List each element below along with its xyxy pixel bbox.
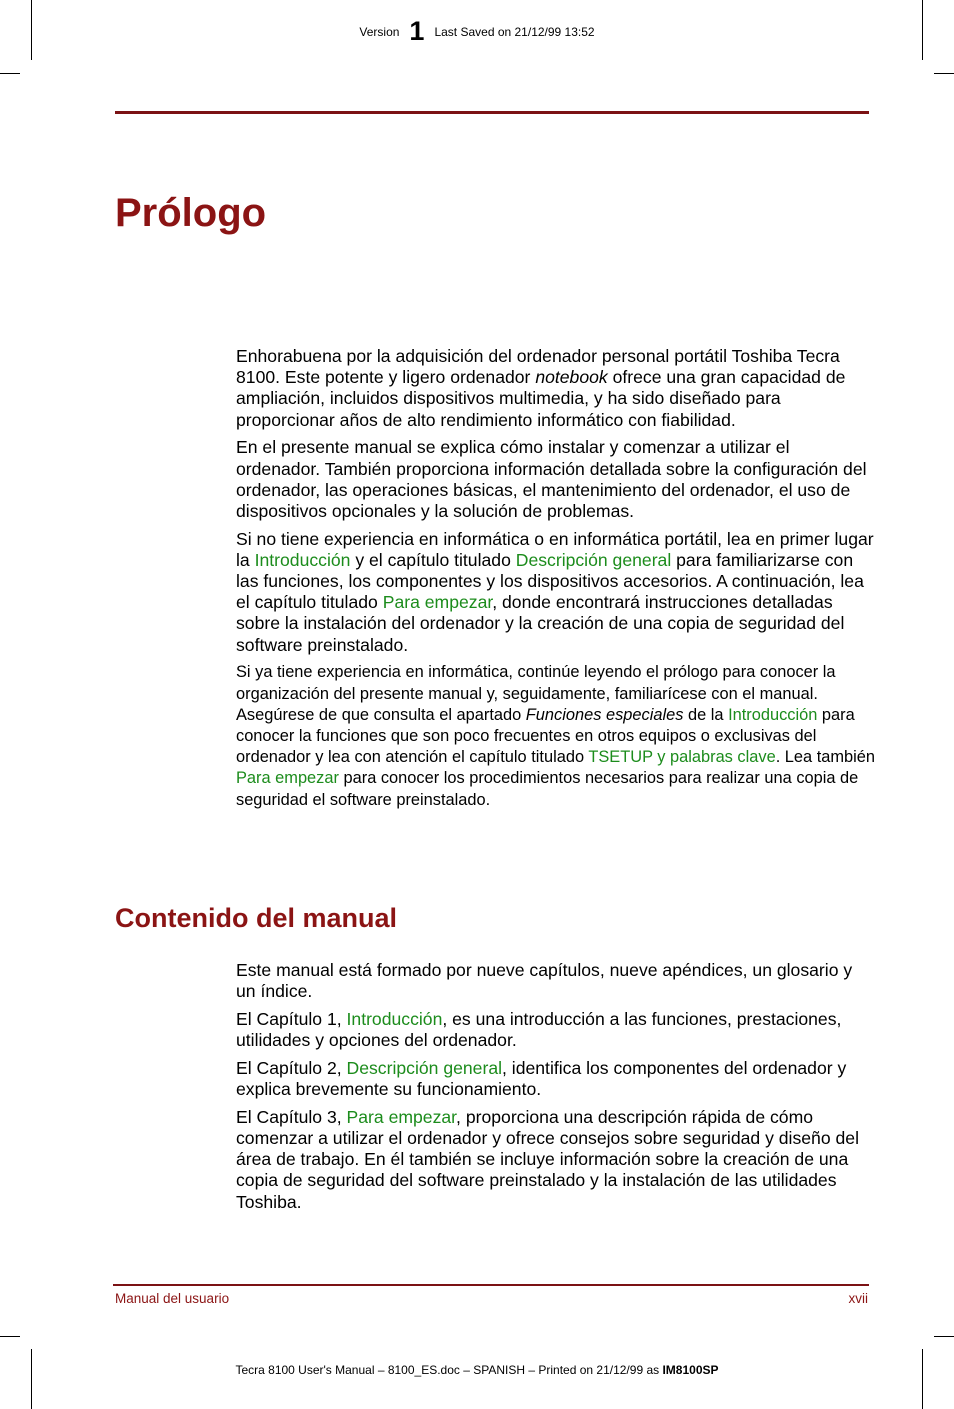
bottom-rule <box>113 1284 869 1286</box>
intro-paragraph-2: En el presente manual se explica cómo instalar y comenzar a utilizar el ordenador. También proporciona información detallada sobre la configuración del ordenador, las operaciones básicas, el mantenimiento del ordenador, el uso de dispositivos opcionales y la solución de problemas. <box>236 437 867 521</box>
footer-page-number: xvii <box>848 1291 868 1306</box>
document-header <box>0 17 954 46</box>
link-descripcion-general[interactable]: Descripción general <box>515 549 672 570</box>
crop-mark <box>934 73 954 74</box>
contents-paragraph-3: El Capítulo 2, Descripción general, identifica los componentes del ordenador y explica brevemente su funcionamiento. <box>236 1057 847 1100</box>
footer-manual-title: Manual del usuario <box>115 1291 230 1306</box>
version-number: 1 <box>409 15 425 46</box>
intro-paragraph-1: Enhorabuena por la adquisición del ordenador personal portátil Toshiba Tecra 8100. Este potente y ligero ordenador notebook ofrece una gran capacidad de ampliación, incluidos dispositivos multimedia, y ha sido diseñado para proporcionar años de alto rendimiento informático con fiabilidad. <box>236 346 846 430</box>
link-para-empezar[interactable]: Para empezar <box>382 592 493 613</box>
page-title: Prólogo <box>115 191 267 235</box>
crop-mark <box>0 1336 20 1337</box>
contents-paragraph-4: El Capítulo 3, Para empezar, proporciona una descripción rápida de cómo comenzar a utilizar el ordenador y ofrece consejos sobre seguridad y diseño del área de trabajo. En él también se incluye información sobre la creación de una copia de seguridad del software preinstalado y la instalación de las utilidades Toshiba. <box>236 1106 859 1212</box>
crop-mark <box>922 1349 923 1409</box>
link-introduccion[interactable]: Introducción <box>728 705 818 724</box>
link-introduccion[interactable]: Introducción <box>254 549 351 570</box>
section-heading: Contenido del manual <box>115 903 398 933</box>
link-para-empezar[interactable]: Para empezar <box>346 1106 457 1127</box>
version-label: Version <box>359 24 400 39</box>
link-para-empezar[interactable]: Para empezar <box>236 769 339 788</box>
link-descripcion-general[interactable]: Descripción general <box>346 1057 503 1078</box>
link-introduccion[interactable]: Introducción <box>346 1008 443 1029</box>
print-info: Tecra 8100 User's Manual – 8100_ES.doc – SPANISH – Printed on 21/12/99 as IM8100SP <box>235 1363 719 1377</box>
intro-paragraph-3: Si no tiene experiencia en informática o en informática portátil, lea en primer lugar la Introducción y el capítulo titulado Descripción general para familiarizarse con las funciones, los componentes y los dispositivos accesorios. A continuación, lea el capítulo titulado Para empezar, donde encontrará instrucciones detalladas sobre la instalación del ordenador y la creación de una copia de seguridad del software preinstalado. <box>236 528 874 655</box>
crop-mark <box>934 1336 954 1337</box>
intro-text <box>236 346 876 817</box>
crop-mark <box>0 73 20 74</box>
intro-paragraph-4: Si ya tiene experiencia en informática, continúe leyendo el prólogo para conocer la organización del presente manual y, seguidamente, familiarícese con el manual. Asegúrese de que consulta el apartado Funciones especiales de la Introducción para conocer la funciones que son poco frecuentes en otros equipos o exclusivas del ordenador y lea con atención el capítulo titulado TSETUP y palabras clave. Lea también Para empezar para conocer los procedimientos necesarios para realizar una copia de seguridad el software preinstalado. <box>236 663 876 809</box>
contents-paragraph-1: Este manual está formado por nueve capítulos, nueve apéndices, un glosario y un índice. <box>236 960 853 1002</box>
top-rule <box>115 111 869 114</box>
contents-text <box>236 960 876 1219</box>
crop-mark <box>31 1349 32 1409</box>
last-saved: Last Saved on 21/12/99 13:52 <box>434 24 595 39</box>
contents-paragraph-2: El Capítulo 1, Introducción, es una introducción a las funciones, prestaciones, utilidades y opciones del ordenador. <box>236 1008 842 1051</box>
link-tsetup[interactable]: TSETUP y palabras clave <box>588 748 776 767</box>
